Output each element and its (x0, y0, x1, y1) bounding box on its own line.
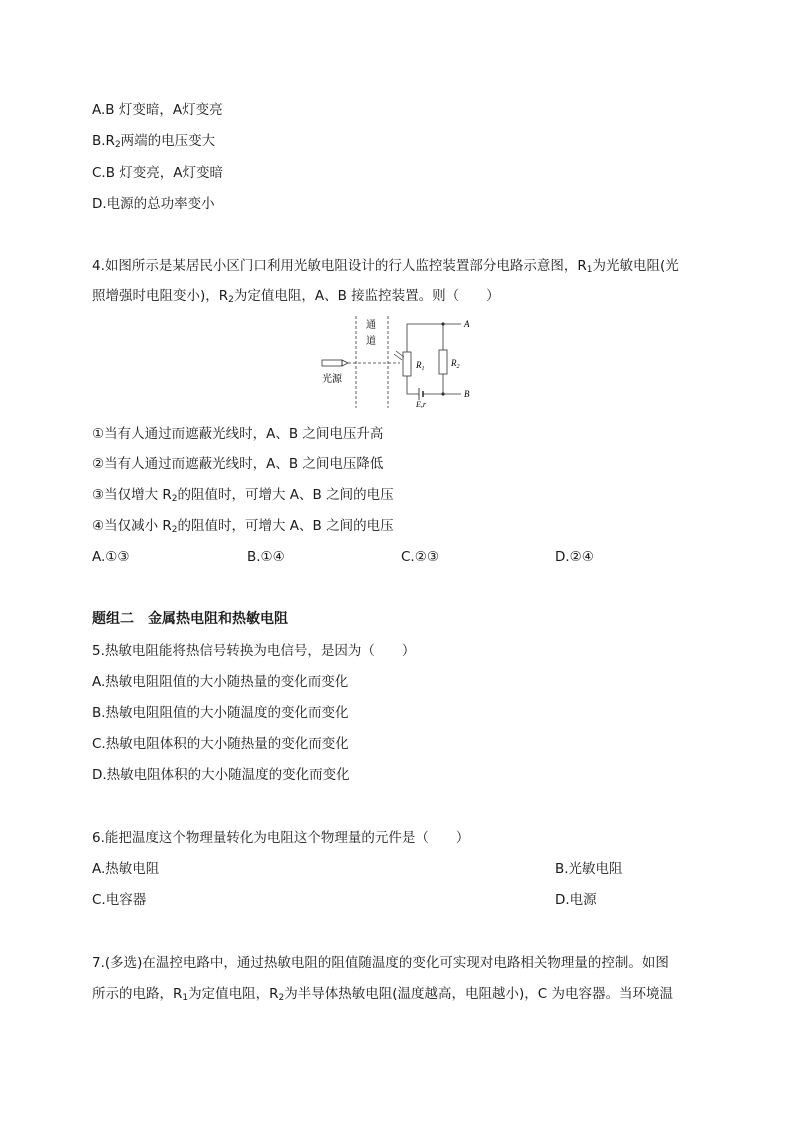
q6-stem: 6.能把温度这个物理量转化为电阻这个物理量的元件是（ ） (92, 830, 470, 846)
q4-stem-line1-sub: 1 (586, 265, 593, 275)
q4-stem-line2 (92, 287, 500, 309)
q4-stem-line1 (92, 257, 679, 279)
q4-stem-line1-a: 4.如图所示是某居民小区门口利用光敏电阻设计的行人监控装置部分电路示意图，R (92, 258, 587, 274)
q4-statement-4-b: 的阻值时，可增大 A、B 之间的电压 (177, 518, 394, 534)
q4-option-d: D.②④ (555, 549, 594, 565)
q4-statement-4-a: ④当仅减小 R (92, 518, 172, 534)
q7-stem-line2-c: 为半导体热敏电阻(温度越高，电阻越小)，C 为电容器。当环境温 (284, 986, 674, 1002)
light-source-tip-icon (342, 360, 348, 366)
channel-label-bottom: 道 (366, 336, 376, 347)
q5-option-c: C.热敏电阻体积的大小随热量的变化而变化 (92, 736, 349, 752)
q3-option-b-sub: 2 (114, 140, 121, 150)
junction-top (441, 322, 444, 325)
q7-stem-line1: 7.(多选)在温控电路中，通过热敏电阻的阻值随温度的变化可实现对电路相关物理量的控制。如图 (92, 955, 669, 971)
q5-option-b: B.热敏电阻阻值的大小随温度的变化而变化 (92, 705, 349, 721)
q6-option-b: B.光敏电阻 (555, 861, 623, 877)
r1-photoresistor (403, 352, 411, 376)
q4-statement-4-sub: 2 (171, 525, 178, 535)
q4-stem-line2-a: 照增强时电阻变小)，R (92, 288, 229, 304)
terminal-a-label: A (464, 319, 470, 329)
group2-title: 题组二 金属热电阻和热敏电阻 (92, 611, 288, 627)
battery-label: E,r (416, 400, 426, 408)
q4-statement-3 (92, 486, 394, 508)
r2-label (450, 358, 460, 370)
junction-bottom (441, 392, 444, 395)
top-wire (407, 324, 461, 352)
q3-option-c: C.B 灯变亮，A灯变暗 (92, 165, 224, 181)
q4-statement-4 (92, 517, 394, 539)
q4-stem-line2-b: 为定值电阻，A、B 接监控装置。则（ ） (233, 288, 500, 304)
q7-stem-line2-sub2: 2 (278, 993, 285, 1003)
q4-statement-3-b: 的阻值时，可增大 A、B 之间的电压 (177, 487, 394, 503)
channel-label-top: 通 (366, 320, 376, 331)
q4-option-a: A.①③ (92, 549, 130, 565)
r1-label (415, 360, 425, 372)
r1-label-sub: 1 (421, 366, 425, 372)
light-source-icon (322, 360, 342, 366)
q7-stem-line2 (92, 985, 673, 1007)
q7-stem-line2-a: 所示的电路，R (92, 986, 183, 1002)
q5-stem: 5.热敏电阻能将热信号转换为电信号，是因为（ ） (92, 643, 416, 659)
q3-option-b (92, 132, 215, 154)
terminal-b-label: B (464, 389, 470, 399)
r1-label-letter: R (416, 360, 422, 370)
q7-stem-line2-b: 为定值电阻，R (188, 986, 279, 1002)
q4-stem-line2-sub: 2 (228, 295, 234, 305)
q4-statement-1: ①当有人通过而遮蔽光线时，A、B 之间电压升高 (92, 426, 384, 442)
q4-option-c: C.②③ (401, 549, 439, 565)
q4-statement-3-a: ③当仅增大 R (92, 487, 172, 503)
bottom-wire (407, 376, 461, 394)
q3-option-a: A.B 灯变暗，A灯变亮 (92, 102, 223, 118)
monitoring-circuit-figure (318, 316, 488, 408)
r2-label-sub: 2 (456, 364, 460, 370)
q4-statement-3-sub: 2 (171, 494, 178, 504)
q4-stem-line1-b: 为光敏电阻(光 (592, 258, 679, 274)
light-source-label: 光源 (322, 374, 342, 385)
q7-stem-line2-sub1: 1 (182, 993, 189, 1003)
q4-statement-2: ②当有人通过而遮蔽光线时，A、B 之间电压降低 (92, 456, 384, 472)
q6-option-d: D.电源 (555, 892, 597, 908)
q3-option-b-rest: 两端的电压变大 (120, 133, 216, 149)
r2-label-letter: R (451, 358, 457, 368)
q6-option-a: A.热敏电阻 (92, 861, 160, 877)
r2-resistor (439, 350, 447, 374)
q4-option-b: B.①④ (247, 549, 285, 565)
q3-option-d: D.电源的总功率变小 (92, 196, 215, 212)
q3-option-b-text: B.R (92, 133, 115, 149)
q6-option-c: C.电容器 (92, 892, 147, 908)
q5-option-d: D.热敏电阻体积的大小随温度的变化而变化 (92, 767, 350, 783)
q5-option-a: A.热敏电阻阻值的大小随热量的变化而变化 (92, 674, 349, 690)
